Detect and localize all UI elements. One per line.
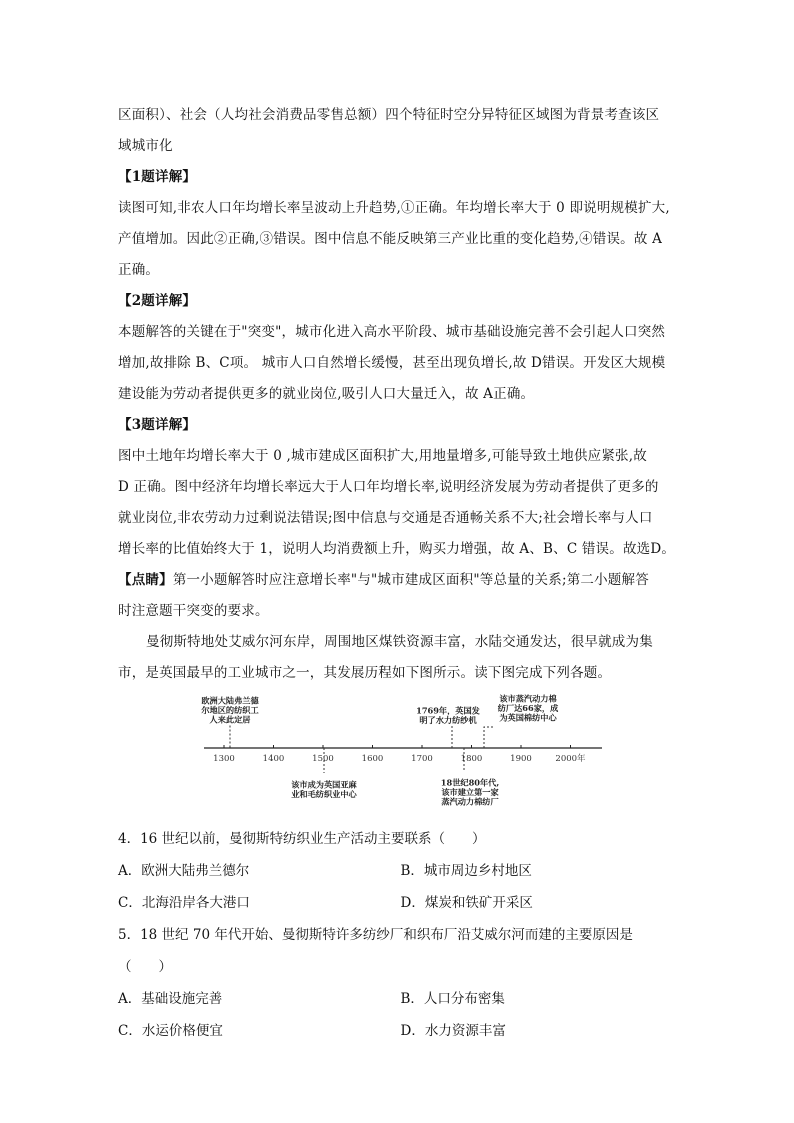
intro-line: 市，是英国最早的工业城市之一，其发展历程如下图所示。读下图完成下列各题。 (118, 665, 612, 681)
paragraph-line: 时注意题干突变的要求。 (118, 603, 269, 619)
timeline-event (201, 696, 259, 749)
paragraph-line: 本题解答的关键在于"突变"，城市化进入高水平阶段、城市基础设施完善不会引起人口突然 (118, 324, 666, 340)
timeline-leader-line (484, 727, 494, 748)
option-a[interactable]: A．基础设施完善 (118, 991, 223, 1007)
timeline-event-label: 该市成为英国亚麻 (291, 779, 357, 790)
timeline-figure (118, 693, 683, 823)
timeline-event-label: 为英国棉纺中心 (499, 712, 557, 723)
timeline-tick-label: 1700 (411, 754, 433, 764)
timeline-tick-label: 1400 (262, 754, 285, 764)
tip-line (118, 565, 683, 596)
question-4-options-row (118, 887, 683, 919)
timeline-event-label: 1769年，英国发 (416, 705, 480, 716)
timeline-tick-label: 1600 (361, 754, 384, 764)
tip-text: 第一小题解答时应注意增长率"与"城市建成区面积"等总量的关系;第二小题解答 (172, 572, 649, 588)
paragraph-line: 就业岗位,非农劳动力过剩说法错误;图中信息与交通是否通畅关系不大;社会增长率与人口 (118, 510, 653, 526)
paragraph-line: D 正确。图中经济年均增长率远大于人口年均增长率,说明经济发展为劳动者提供了更多的 (118, 479, 659, 495)
paragraph-line: 建设能为劳动者提供更多的就业岗位,吸引人口大量迁入，故 A正确。 (118, 386, 535, 402)
timeline-tick-label: 1500 (312, 754, 334, 764)
option-a[interactable]: A．欧洲大陆弗兰德尔 (118, 863, 250, 879)
question-5-stem: 5．18 世纪 70 年代开始、曼彻斯特许多纺纱厂和织布厂沿艾威尔河而建的主要原因是 (118, 927, 633, 943)
paragraph-line: 增加,故排除 B、C项。 城市人口自然增长缓慢，甚至出现负增长,故 D错误。开发区大规模 (118, 355, 666, 371)
timeline-event (416, 706, 481, 749)
timeline-event (484, 694, 559, 749)
intro-line: 曼彻斯特地处艾威尔河东岸，周围地区煤铁资源丰富，水陆交通发达，很早就成为集 (146, 634, 653, 650)
timeline-event-label: 人来此定居 (209, 714, 251, 725)
timeline-event-label: 该市建立第一家 (441, 787, 499, 797)
timeline-tick-label: 2000年 (555, 754, 586, 764)
timeline-tick-label: 1900 (510, 754, 532, 764)
timeline-event-label: 纺厂达66家，成 (497, 703, 559, 713)
paragraph-line: 区面积）、社会（人均社会消费品零售总额）四个特征时空分异特征区域图为背景考查该区 (118, 107, 660, 123)
timeline-event-label: 蒸汽动力棉纺厂 (441, 796, 499, 807)
option-b[interactable]: B．人口分布密集 (400, 991, 505, 1007)
paragraph-line: 读图可知,非农人口年均增长率呈波动上升趋势,①正确。年均增长率大于 0 即说明规模扩大, (118, 200, 670, 216)
tip-label: 【点睛】 (118, 572, 173, 588)
question-4-options-row (118, 855, 683, 887)
document-page (118, 100, 683, 1047)
timeline-event-label: 该市蒸汽动力棉 (499, 693, 557, 704)
option-d[interactable]: D．煤炭和铁矿开采区 (400, 895, 533, 911)
option-d[interactable]: D．水力资源丰富 (400, 1023, 506, 1039)
timeline-tick-label: 1800 (460, 754, 483, 764)
timeline-event-label: 18世纪80年代, (440, 777, 500, 788)
option-b[interactable]: B．城市周边乡村地区 (400, 863, 532, 879)
paragraph-line: 产值增加。因此②正确,③错误。图中信息不能反映第三产业比重的变化趋势,④错误。故 A (118, 231, 663, 247)
timeline-svg (118, 693, 683, 823)
section-heading-2: 【2题详解】 (118, 293, 197, 309)
paragraph-line: 域城市化 (118, 138, 173, 154)
timeline-event-label: 业和毛纺织业中心 (291, 789, 357, 799)
paragraph-line: 增长率的比值始终大于 1，说明人均消费额上升，购买力增强，故 A、B、C 错误。故选D。 (118, 541, 676, 557)
question-5-options-row (118, 1015, 683, 1047)
timeline-event-label: 尔地区的纺织工 (201, 705, 259, 715)
timeline-event-label: 明了水力纺纱机 (419, 715, 477, 725)
timeline-event-label: 欧洲大陆弗兰德 (201, 695, 259, 706)
section-heading-1: 【1题详解】 (118, 169, 197, 185)
paragraph-line: 图中土地年均增长率大于 0 ,城市建成区面积扩大,用地量增多,可能导致土地供应紧张,故 (118, 448, 647, 464)
section-heading-3: 【3题详解】 (118, 417, 197, 433)
question-5-options-row (118, 983, 683, 1015)
option-c[interactable]: C．北海沿岸各大港口 (118, 895, 250, 911)
timeline-tick-label: 1300 (213, 754, 235, 764)
question-4-stem: 4．16 世纪以前，曼彻斯特纺织业生产活动主要联系（ ） (118, 831, 486, 847)
question-5-stem-cont: （ ） (118, 959, 172, 975)
option-c[interactable]: C．水运价格便宜 (118, 1023, 223, 1039)
paragraph-line: 正确。 (118, 262, 160, 278)
